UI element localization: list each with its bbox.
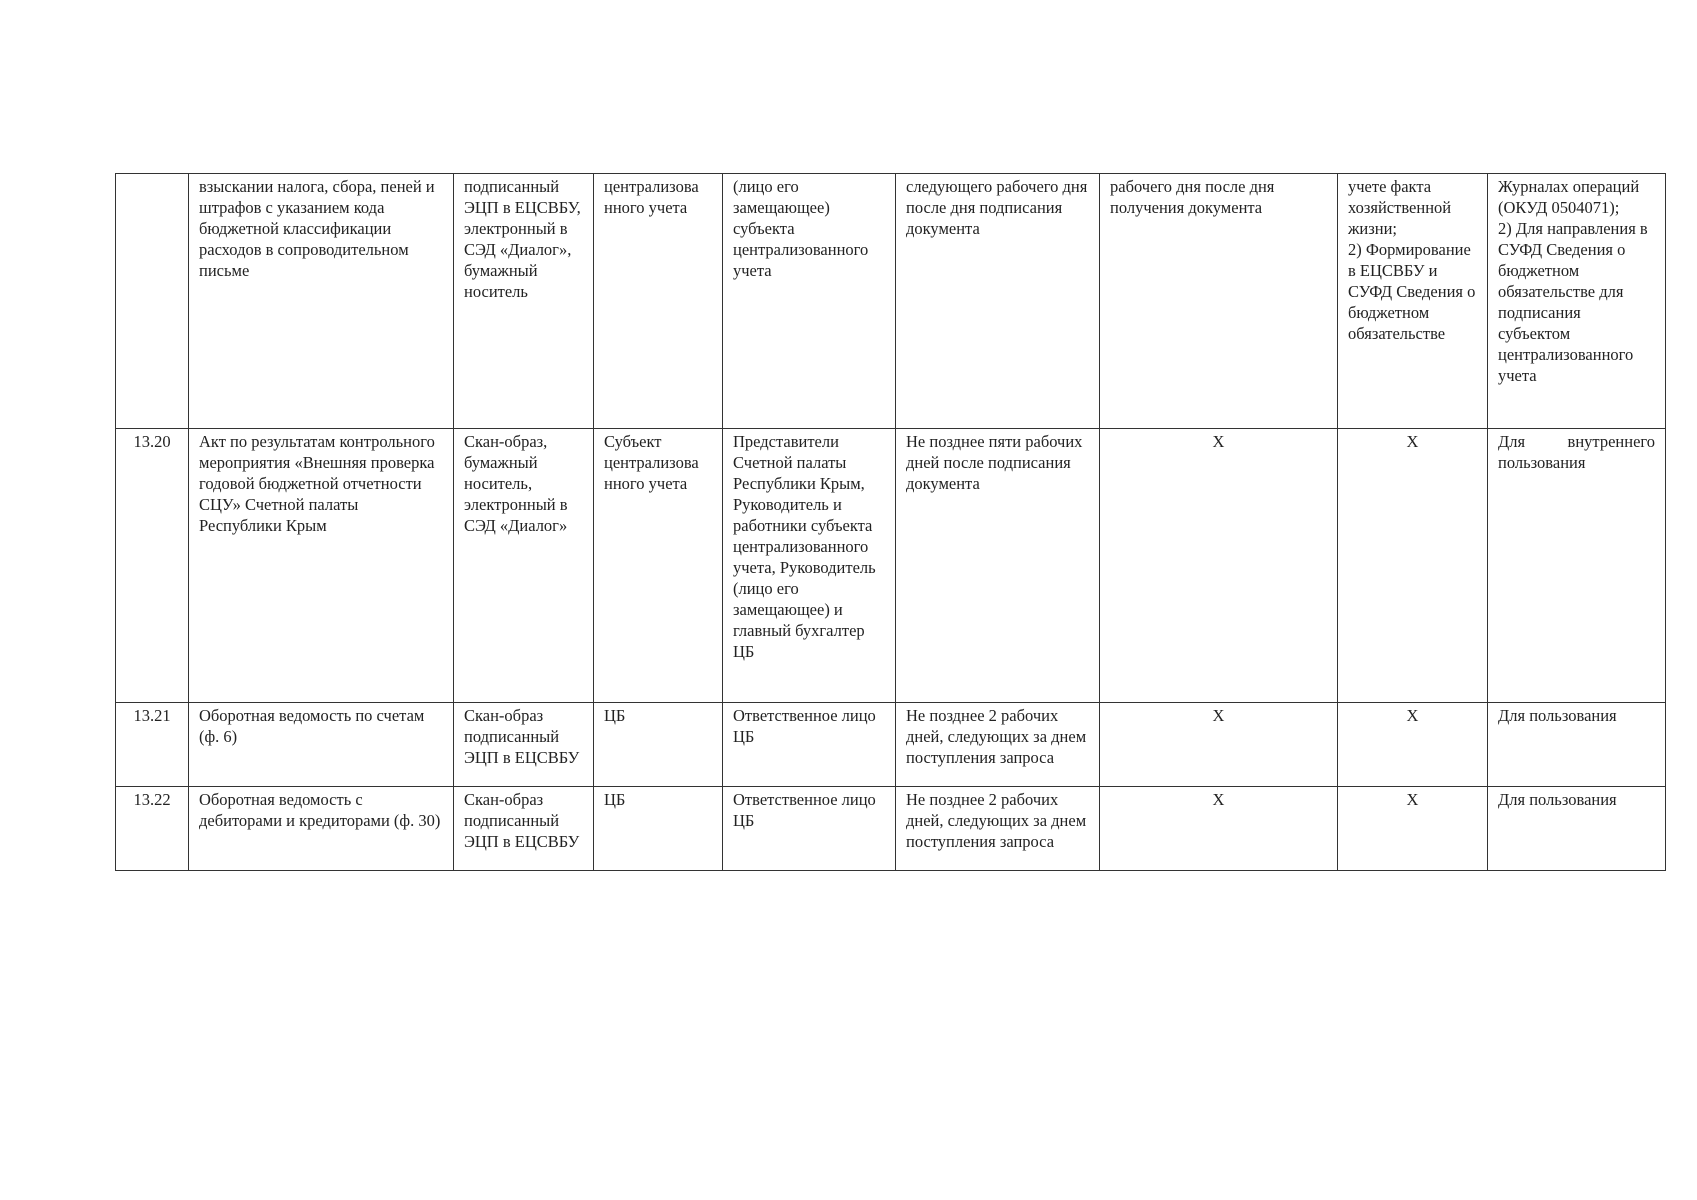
document-name: Оборотная ведомость с дебиторами и кредиторами (ф. 30)	[189, 787, 454, 871]
document-name: Оборотная ведомость по счетам (ф. 6)	[189, 703, 454, 787]
document-creator: ЦБ	[594, 703, 723, 787]
row-number: 13.21	[116, 703, 189, 787]
usage-line: пользования	[1498, 453, 1586, 472]
row-number	[116, 174, 189, 429]
usage-line: Для внутреннего	[1498, 432, 1655, 451]
reflection-in-accounting: X	[1338, 787, 1488, 871]
table-row	[116, 703, 1666, 787]
document-form: Скан-образ, бумажный носитель, электронный в СЭД «Диалог»	[454, 429, 594, 703]
document-table	[115, 173, 1666, 871]
submission-deadline: Не позднее 2 рабочих дней, следующих за днем поступления запроса	[896, 703, 1100, 787]
document-form: Скан-образ подписанный ЭЦП в ЕЦСВБУ	[454, 703, 594, 787]
row-number: 13.20	[116, 429, 189, 703]
table-row	[116, 429, 1666, 703]
reflection-in-accounting: X	[1338, 429, 1488, 703]
document-usage: Журналах операций (ОКУД 0504071); 2) Для направления в СУФД Сведения о бюджетном обязательстве для подписания субъектом централизованного учета	[1488, 174, 1666, 429]
document-name: Акт по результатам контрольного мероприятия «Внешняя проверка годовой бюджетной отчетности СЦУ» Счетной палаты Республики Крым	[189, 429, 454, 703]
document-name: взыскании налога, сбора, пеней и штрафов с указанием кода бюджетной классификации расходов в сопроводительном письме	[189, 174, 454, 429]
submission-deadline: Не позднее 2 рабочих дней, следующих за днем поступления запроса	[896, 787, 1100, 871]
reflection-in-accounting: учете факта хозяйственной жизни; 2) Формирование в ЕЦСВБУ и СУФД Сведения о бюджетном обязательстве	[1338, 174, 1488, 429]
reflection-in-accounting: X	[1338, 703, 1488, 787]
document-creator: централизова нного учета	[594, 174, 723, 429]
table-row	[116, 174, 1666, 429]
processing-deadline: рабочего дня после дня получения документа	[1100, 174, 1338, 429]
document-creator: Субъект централизова нного учета	[594, 429, 723, 703]
responsible-person: Ответственное лицо ЦБ	[723, 787, 896, 871]
responsible-person: Представители Счетной палаты Республики Крым, Руководитель и работники субъекта централизованного учета, Руководитель (лицо его замещающее) и главный бухгалтер ЦБ	[723, 429, 896, 703]
document-form: подписанный ЭЦП в ЕЦСВБУ, электронный в СЭД «Диалог», бумажный носитель	[454, 174, 594, 429]
responsible-person: (лицо его замещающее) субъекта централизованного учета	[723, 174, 896, 429]
responsible-person: Ответственное лицо ЦБ	[723, 703, 896, 787]
row-number: 13.22	[116, 787, 189, 871]
document-form: Скан-образ подписанный ЭЦП в ЕЦСВБУ	[454, 787, 594, 871]
document-usage: Для пользования	[1488, 787, 1666, 871]
document-usage: Для пользования	[1488, 703, 1666, 787]
document-creator: ЦБ	[594, 787, 723, 871]
document-usage	[1488, 429, 1666, 703]
submission-deadline: Не позднее пяти рабочих дней после подписания документа	[896, 429, 1100, 703]
table-row	[116, 787, 1666, 871]
submission-deadline: следующего рабочего дня после дня подписания документа	[896, 174, 1100, 429]
processing-deadline: X	[1100, 703, 1338, 787]
processing-deadline: X	[1100, 429, 1338, 703]
processing-deadline: X	[1100, 787, 1338, 871]
